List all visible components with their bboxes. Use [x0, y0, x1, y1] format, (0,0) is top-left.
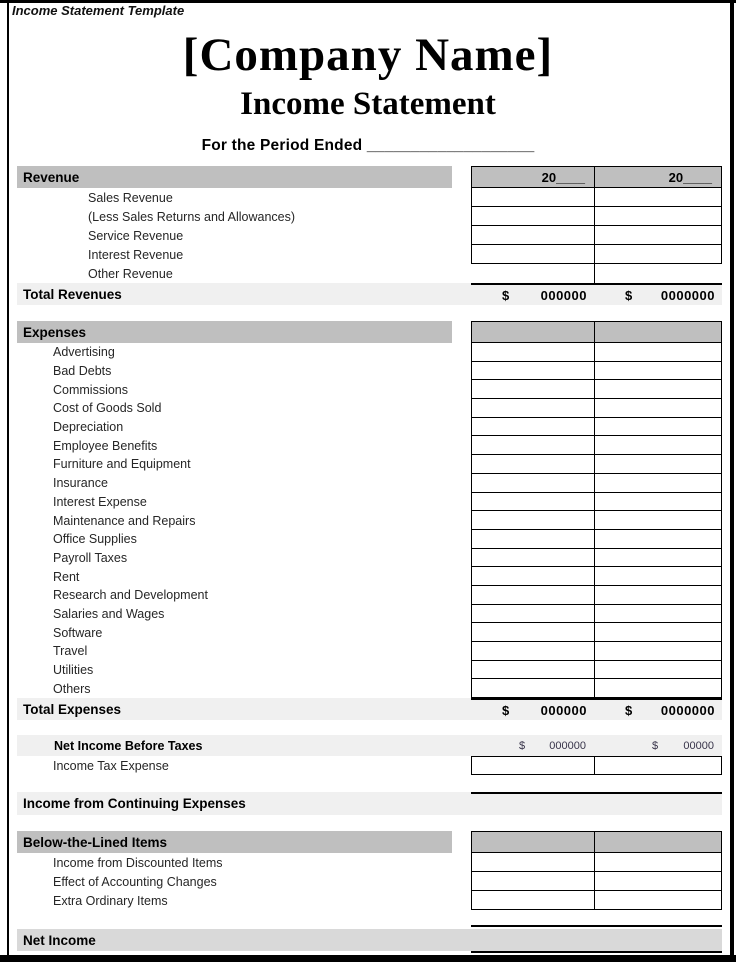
amount-cell-year2 [595, 586, 722, 605]
amount-cell-year1 [471, 549, 595, 568]
expense-item-row [17, 399, 722, 418]
expense-item-label: Others [53, 681, 91, 696]
amount-cell-year1 [471, 226, 595, 245]
expense-item-label: Rent [53, 569, 80, 584]
expense-item-row [17, 362, 722, 381]
expense-item-label: Interest Expense [53, 494, 147, 509]
amount-cell-year2 [595, 207, 722, 226]
net-income-label: Net Income [23, 932, 96, 948]
net-income-values [471, 929, 722, 951]
amount-cell-year2 [595, 549, 722, 568]
amount-cell-year1 [471, 872, 595, 891]
expenses-header-cell-year2 [595, 321, 722, 343]
amount-cell-year1 [471, 455, 595, 474]
amount-cell-year2 [595, 343, 722, 362]
currency-symbol: $ [625, 287, 633, 303]
revenue-header-label: Revenue [17, 166, 452, 188]
amount-cell-year2 [595, 530, 722, 549]
amount-cell-year1 [471, 436, 595, 455]
total-expenses-row [17, 698, 722, 720]
expense-item-label: Utilities [53, 663, 94, 678]
amount-cell-year2 [595, 226, 722, 245]
total-revenues-label: Total Revenues [23, 286, 122, 302]
expense-item-label: Research and Development [53, 588, 208, 603]
expense-item-label: Payroll Taxes [53, 550, 128, 565]
expense-item-label: Advertising [53, 345, 115, 360]
expense-item-row [17, 343, 722, 362]
expense-item-label: Insurance [53, 476, 108, 491]
expense-item-row [17, 567, 722, 586]
amount-cell-year1 [471, 418, 595, 437]
total-revenues-row [17, 283, 722, 305]
amount-cell-year2 [595, 418, 722, 437]
expenses-header-label: Expenses [17, 321, 452, 343]
below-the-line-item-row [17, 872, 722, 891]
expense-item-label: Furniture and Equipment [53, 457, 191, 472]
header-gap [452, 166, 471, 188]
amount-cell-year2 [595, 188, 722, 207]
expense-item-label: Bad Debts [53, 364, 112, 379]
income-tax-expense-row [17, 756, 722, 775]
section-spacer [17, 775, 722, 792]
amount-cell-year1 [471, 188, 595, 207]
currency-symbol: $ [652, 739, 659, 752]
section-spacer [17, 305, 722, 321]
expense-item-label: Depreciation [53, 420, 124, 435]
amount-cell-year2 [595, 474, 722, 493]
amount-cell-year1 [471, 207, 595, 226]
below-item-label: Effect of Accounting Changes [53, 874, 217, 889]
amount-cell-year2 [595, 455, 722, 474]
amount-cell-year2 [595, 511, 722, 530]
below-item-label: Extra Ordinary Items [53, 893, 168, 908]
revenue-item-label: Sales Revenue [88, 190, 173, 205]
nibt-year2: 00000 [683, 739, 714, 752]
section-spacer [17, 815, 722, 831]
expense-item-label: Software [53, 625, 103, 640]
amount-cell-year1 [471, 245, 595, 264]
amount-cell-year1 [471, 343, 595, 362]
expense-item-row [17, 474, 722, 493]
total-revenues-year1: 000000 [540, 287, 587, 303]
income-tax-expense-label: Income Tax Expense [53, 758, 169, 773]
amount-cell-year2 [595, 853, 722, 872]
expense-item-label: Cost of Goods Sold [53, 401, 162, 416]
revenue-item-label: Other Revenue [88, 266, 173, 281]
amount-cell-year2 [595, 756, 722, 775]
amount-cell-year2 [595, 872, 722, 891]
amount-cell-year1 [471, 493, 595, 512]
amount-cell-year2 [595, 623, 722, 642]
expense-item-row [17, 418, 722, 437]
amount-cell-year1 [471, 756, 595, 775]
expense-item-label: Maintenance and Repairs [53, 513, 196, 528]
amount-cell-year1 [471, 605, 595, 624]
amount-cell-year1 [471, 567, 595, 586]
amount-cell-year2 [595, 642, 722, 661]
document-title: Income Statement [240, 86, 496, 122]
page-border-bottom [0, 955, 736, 962]
amount-cell-year2 [595, 493, 722, 512]
amount-cell-year1 [471, 399, 595, 418]
below-the-line-item-row [17, 853, 722, 872]
amount-cell-year1 [471, 661, 595, 680]
expense-item-row [17, 549, 722, 568]
amount-cell-year1 [471, 511, 595, 530]
net-income-before-taxes-label: Net Income Before Taxes [54, 738, 203, 753]
amount-cell-year1 [471, 264, 595, 283]
net-income-before-taxes-row [17, 735, 722, 756]
income-from-continuing-row [17, 792, 722, 815]
amount-cell-year2 [595, 436, 722, 455]
expense-item-label: Salaries and Wages [53, 606, 165, 621]
revenue-item-row [17, 264, 722, 283]
expense-item-row [17, 436, 722, 455]
revenue-item-row [17, 188, 722, 207]
revenue-section-header [17, 166, 722, 188]
revenue-item-row [17, 245, 722, 264]
section-spacer [17, 910, 722, 925]
expenses-section-header [17, 321, 722, 343]
currency-symbol: $ [502, 702, 510, 718]
expense-item-row [17, 605, 722, 624]
amount-cell-year2 [595, 891, 722, 910]
amount-cell-year1 [471, 380, 595, 399]
expense-item-label: Commissions [53, 382, 129, 397]
revenue-item-row [17, 226, 722, 245]
header-gap [452, 831, 471, 853]
currency-symbol: $ [502, 287, 510, 303]
year1-column-header: 20____ [471, 166, 595, 188]
amount-cell-year1 [471, 679, 595, 698]
expense-item-row [17, 511, 722, 530]
year2-column-header: 20____ [595, 166, 722, 188]
below-the-line-item-row [17, 891, 722, 910]
total-expenses-year1: 000000 [540, 702, 587, 718]
currency-symbol: $ [519, 739, 526, 752]
amount-cell-year1 [471, 642, 595, 661]
amount-cell-year2 [595, 380, 722, 399]
expenses-header-cell-year1 [471, 321, 595, 343]
expense-item-label: Employee Benefits [53, 438, 158, 453]
amount-cell-year2 [595, 661, 722, 680]
below-the-line-header-label: Below-the-Lined Items [17, 831, 452, 853]
amount-cell-year1 [471, 623, 595, 642]
amount-cell-year2 [595, 567, 722, 586]
income-from-continuing-values [471, 792, 722, 815]
period-ended-line: For the Period Ended ___________________ [201, 137, 535, 154]
below-header-cell-year2 [595, 831, 722, 853]
below-header-cell-year1 [471, 831, 595, 853]
total-expenses-year2: 0000000 [660, 702, 715, 718]
net-income-row [17, 929, 722, 951]
nibt-year1: 000000 [549, 739, 586, 752]
below-the-line-section-header [17, 831, 722, 853]
amount-cell-year1 [471, 362, 595, 381]
template-watermark: Income Statement Template [12, 3, 185, 18]
expense-item-row [17, 380, 722, 399]
amount-cell-year1 [471, 474, 595, 493]
income-statement-table [17, 166, 722, 954]
total-expenses-label: Total Expenses [23, 701, 122, 717]
income-from-continuing-label: Income from Continuing Expenses [23, 796, 246, 812]
revenue-item-label: Service Revenue [88, 228, 184, 243]
expense-item-row [17, 586, 722, 605]
expense-item-label: Office Supplies [53, 532, 137, 547]
amount-cell-year2 [595, 399, 722, 418]
amount-cell-year1 [471, 891, 595, 910]
amount-cell-year1 [471, 530, 595, 549]
header-gap [452, 321, 471, 343]
amount-cell-year2 [595, 679, 722, 698]
expense-item-row [17, 661, 722, 680]
total-revenues-year2: 0000000 [660, 287, 715, 303]
amount-cell-year1 [471, 853, 595, 872]
amount-cell-year2 [595, 605, 722, 624]
revenue-item-label: Interest Revenue [88, 247, 184, 262]
amount-cell-year2 [595, 264, 722, 283]
below-item-label: Income from Discounted Items [53, 855, 223, 870]
amount-cell-year2 [595, 362, 722, 381]
expense-item-label: Travel [53, 644, 88, 659]
amount-cell-year1 [471, 586, 595, 605]
expense-item-row [17, 493, 722, 512]
revenue-item-row [17, 207, 722, 226]
expense-item-row [17, 642, 722, 661]
net-income-bottom-rule [17, 951, 722, 954]
company-name-placeholder: [Company Name] [182, 29, 554, 81]
expense-item-row [17, 679, 722, 698]
amount-cell-year2 [595, 245, 722, 264]
expense-item-row [17, 455, 722, 474]
section-spacer [17, 720, 722, 735]
currency-symbol: $ [625, 702, 633, 718]
expense-item-row [17, 530, 722, 549]
revenue-item-label: (Less Sales Returns and Allowances) [88, 209, 296, 224]
expense-item-row [17, 623, 722, 642]
